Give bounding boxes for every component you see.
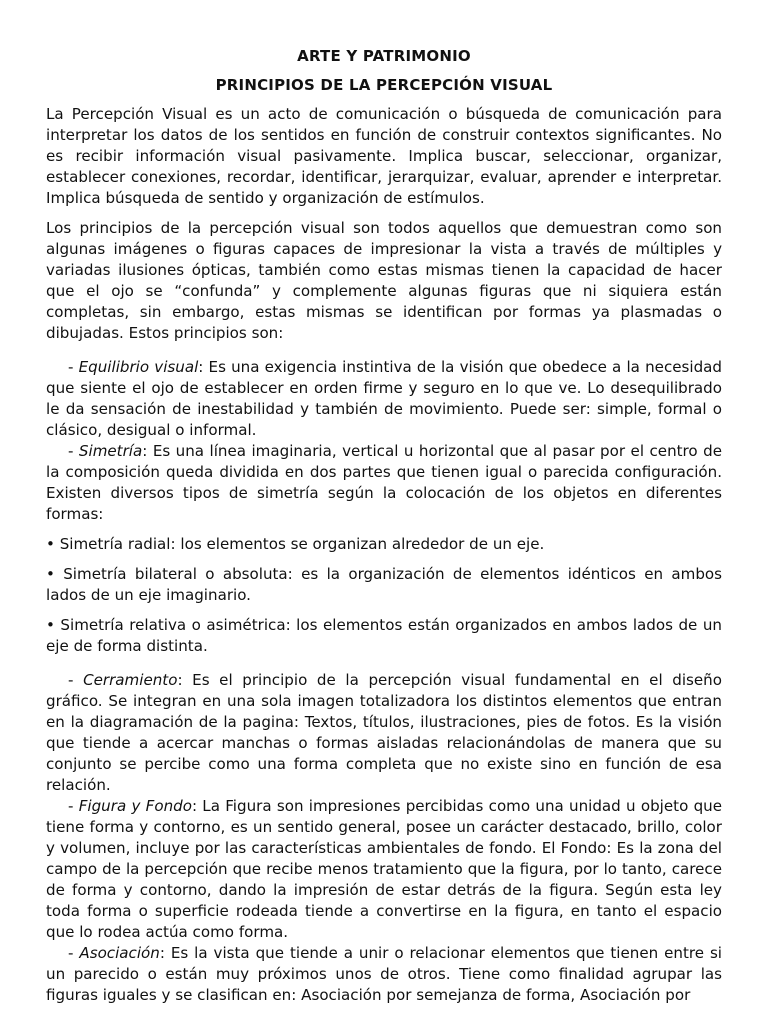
dash-marker: -: [68, 671, 84, 689]
intro-paragraph: La Percepción Visual es un acto de comunicación o búsqueda de comunicación para interpretar los datos de los sentidos en función de construir contextos significantes. No es recibir información visual pasivamente. Implica buscar, seleccionar, organizar, establecer conexiones, recordar, identificar, jerarquizar, evaluar, aprender e interpretar. Implica búsqueda de sentido y organización de estímulos.: [46, 105, 722, 207]
principle-cerramiento: [46, 670, 722, 796]
principle-title: Equilibrio visual: [78, 358, 199, 376]
principle-text: : Es una línea imaginaria, vertical u horizontal que al pasar por el centro de la composición queda dividida en dos partes que tienen igual o parecida configuración. Existen diversos tipos de simetría según la colocación de los objetos en diferentes formas:: [46, 442, 722, 523]
principle-title: Cerramiento: [83, 671, 178, 689]
principles-paragraph: Los principios de la percepción visual son todos aquellos que demuestran como son algunas imágenes o figuras capaces de impresionar la vista a través de múltiples y variadas ilusiones ópticas, también como estas mismas tienen la capacidad de hacer que el ojo se “confunda” y complemente algunas figuras que ni siquiera están completas, sin embargo, estas mismas se identifican por formas ya plasmadas o dibujadas. Estos principios son:: [46, 219, 722, 342]
principle-figura-fondo: [46, 796, 722, 943]
document-title: ARTE Y PATRIMONIO: [297, 47, 471, 65]
dash-marker: -: [68, 358, 79, 376]
principle-text: : Es una exigencia instintiva de la visión que obedece a la necesidad que siente el ojo de establecer en orden firme y seguro en lo que ve. Lo desequilibrado le da sensación de inestabilidad y también de movimiento. Puede ser: simple, formal o clásico, desigual o informal.: [46, 358, 722, 439]
principle-title: Asociación: [79, 944, 160, 962]
principle-simetria: [46, 441, 722, 525]
principle-text: : Es la vista que tiende a unir o relacionar elementos que tienen entre si un parecido o están muy próximos unos de otros. Tiene como finalidad agrupar las figuras iguales y se clasifican en: Asociación por semejanza de forma, Asociación por: [46, 944, 722, 1004]
bullet-item: • Simetría relativa o asimétrica: los elementos están organizados en ambos lados de un eje de forma distinta.: [46, 616, 722, 655]
principle-title: Figura y Fondo: [78, 797, 192, 815]
bullet-item: • Simetría bilateral o absoluta: es la organización de elementos idénticos en ambos lados de un eje imaginario.: [46, 565, 722, 604]
principle-text: : Es el principio de la percepción visual fundamental en el diseño gráfico. Se integran en una sola imagen totalizadora los distintos elementos que entran en la diagramación de la pagina: Textos, títulos, ilustraciones, pies de fotos. Es la visión que tiende a acercar manchas o formas aisladas relacionándolas de manera que su conjunto se percibe como una forma completa que no existe sino en función de esa relación.: [46, 671, 722, 794]
bullet-item: • Simetría radial: los elementos se organizan alrededor de un eje.: [46, 535, 545, 553]
dash-marker: -: [68, 797, 79, 815]
dash-marker: -: [68, 442, 79, 460]
dash-marker: -: [68, 944, 80, 962]
principle-asociacion: [46, 943, 722, 1006]
principle-equilibrio: [46, 357, 722, 441]
document-subtitle: PRINCIPIOS DE LA PERCEPCIÓN VISUAL: [215, 76, 553, 94]
principle-title: Simetría: [78, 442, 143, 460]
principle-text: : La Figura son impresiones percibidas como una unidad u objeto que tiene forma y contorno, es un sentido general, posee un carácter destacado, brillo, color y volumen, incluye por las características ambientales de fondo. El Fondo: Es la zona del campo de la percepción que recibe menos tratamiento que la figura, por lo tanto, carece de forma y contorno, dando la impresión de estar detrás de la figura. Según esta ley toda forma o superficie rodeada tiende a convertirse en la figura, en tanto el espacio que lo rodea actúa como forma.: [46, 797, 722, 941]
